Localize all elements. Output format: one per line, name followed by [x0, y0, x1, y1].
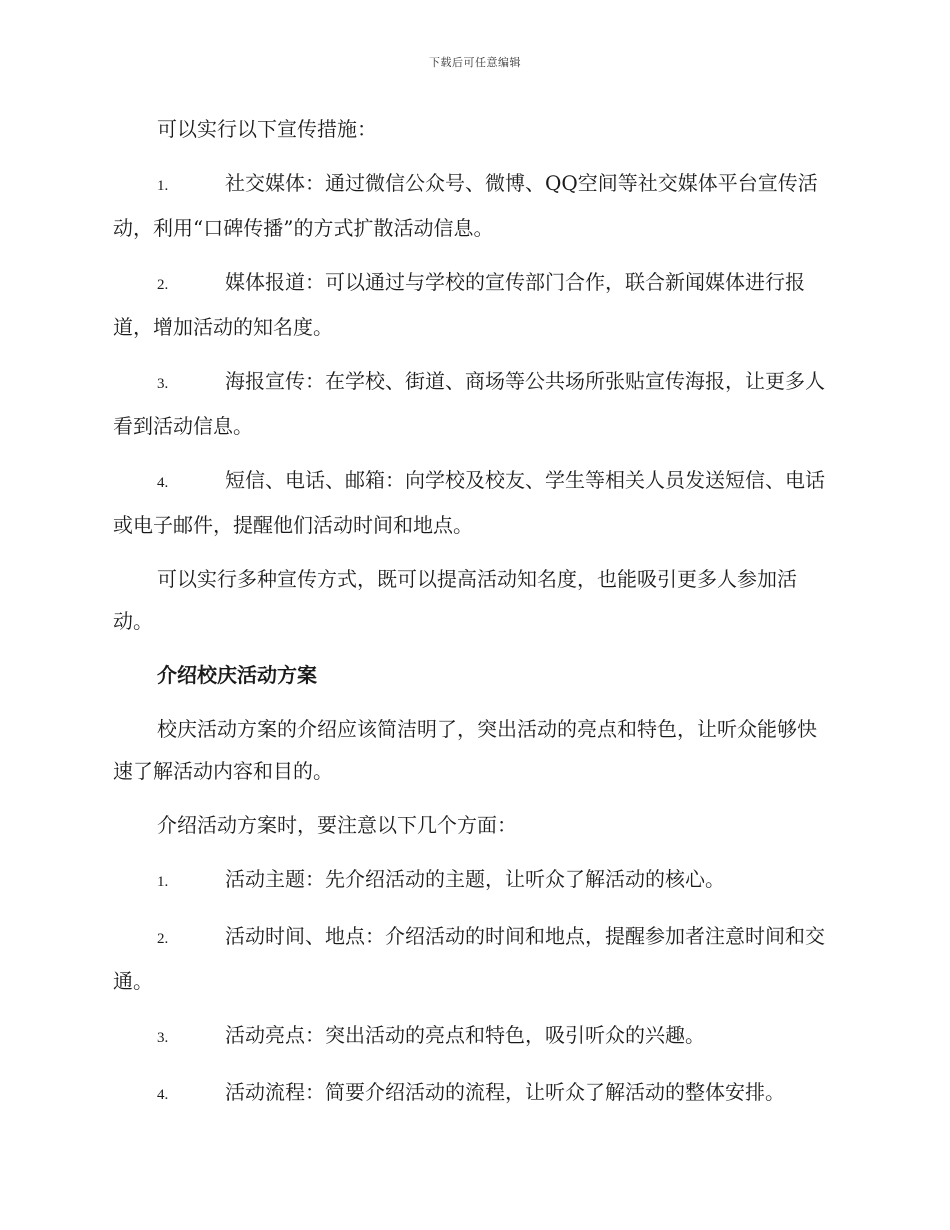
list-number: 2.: [157, 931, 169, 947]
section1-intro: 可以实行以下宣传措施：: [157, 117, 377, 141]
section2-paragraph-1: 校庆活动方案的介绍应该简洁明了，突出活动的亮点和特色，让听众能够快速了解活动内容和目的。: [113, 717, 817, 783]
list-item: [113, 261, 835, 348]
list-item: [113, 360, 835, 447]
list-number: 1.: [157, 178, 169, 194]
list-number: 1.: [157, 874, 169, 890]
list-item-text: 活动亮点：突出活动的亮点和特色，吸引听众的兴趣。: [225, 1023, 705, 1047]
list-item-text: 活动时间、地点：介绍活动的时间和地点，提醒参加者注意时间和交通。: [113, 924, 825, 993]
list-number: 3.: [157, 1030, 169, 1046]
list-item: [113, 858, 835, 903]
list-item-text: 活动主题：先介绍活动的主题，让听众了解活动的核心。: [225, 867, 725, 891]
list-item-text: 活动流程：简要介绍活动的流程，让听众了解活动的整体安排。: [225, 1080, 785, 1104]
list-number: 4.: [157, 1087, 169, 1103]
page-header-note: 下载后可任意编辑: [429, 56, 521, 69]
list-number: 4.: [157, 475, 169, 491]
section1-conclusion: 可以实行多种宣传方式，既可以提高活动知名度，也能吸引更多人参加活动。: [113, 567, 797, 633]
section2-paragraph-2: 介绍活动方案时，要注意以下几个方面：: [157, 813, 517, 837]
list-item: [113, 1014, 835, 1059]
list-item: [113, 459, 835, 546]
list-item: [113, 162, 835, 249]
list-item-text: 短信、电话、邮箱：向学校及校友、学生等相关人员发送短信、电话或电子邮件，提醒他们活动时间和地点。: [113, 468, 825, 537]
list-item-text: 媒体报道：可以通过与学校的宣传部门合作，联合新闻媒体进行报道，增加活动的知名度。: [113, 270, 805, 339]
list-item-text: 海报宣传：在学校、街道、商场等公共场所张贴宣传海报，让更多人看到活动信息。: [113, 369, 825, 438]
list-item: [113, 1071, 835, 1116]
list-number: 3.: [157, 376, 169, 392]
list-number: 2.: [157, 277, 169, 293]
document-body: [113, 108, 835, 1128]
list-item: [113, 915, 835, 1002]
list-item-text: 社交媒体：通过微信公众号、微博、QQ空间等社交媒体平台宣传活动，利用“口碑传播”的方式扩散活动信息。: [113, 171, 818, 240]
section-heading: 介绍校庆活动方案: [157, 663, 317, 687]
